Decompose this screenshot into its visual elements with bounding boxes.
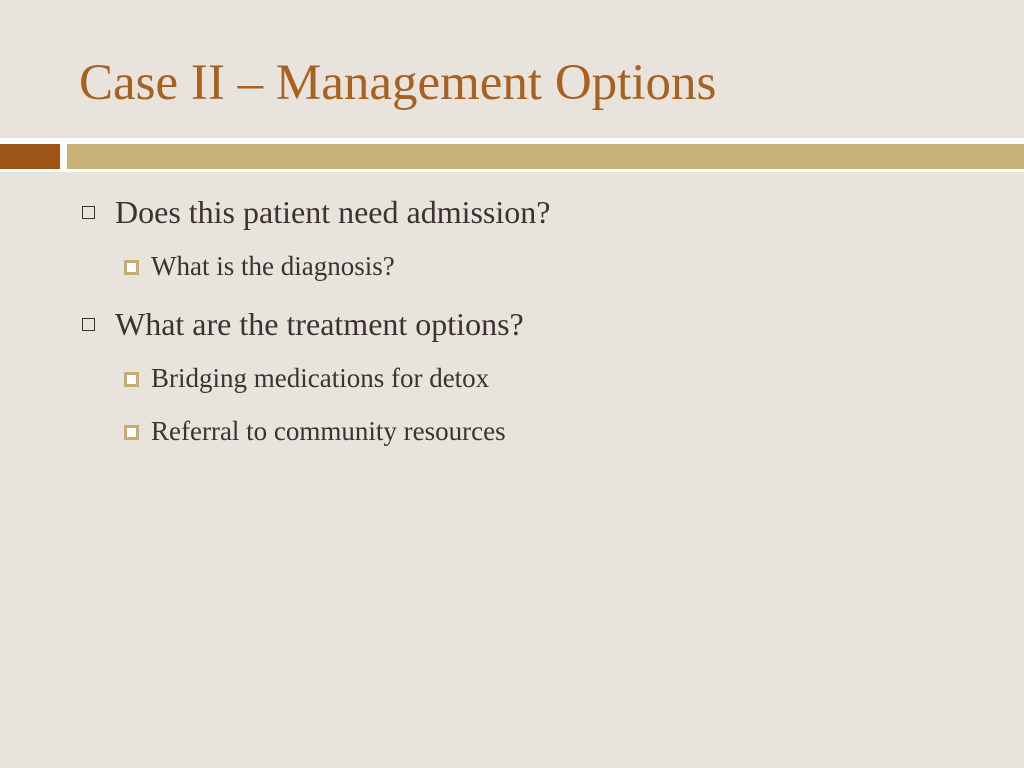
slide-title: Case II – Management Options	[79, 55, 717, 111]
accent-bar-tan	[67, 144, 1024, 169]
filled-square-bullet-icon	[124, 372, 139, 387]
sub-bullet-text: Referral to community resources	[151, 416, 506, 446]
hollow-square-bullet-icon	[82, 318, 95, 331]
filled-square-bullet-icon	[124, 260, 139, 275]
bullet-text: What are the treatment options?	[115, 306, 524, 342]
sub-bullet-text: What is the diagnosis?	[151, 251, 395, 281]
bullet-text: Does this patient need admission?	[115, 194, 551, 230]
hollow-square-bullet-icon	[82, 206, 95, 219]
filled-square-bullet-icon	[124, 425, 139, 440]
sub-bullet-text: Bridging medications for detox	[151, 363, 490, 393]
accent-bar-brown	[0, 144, 60, 169]
